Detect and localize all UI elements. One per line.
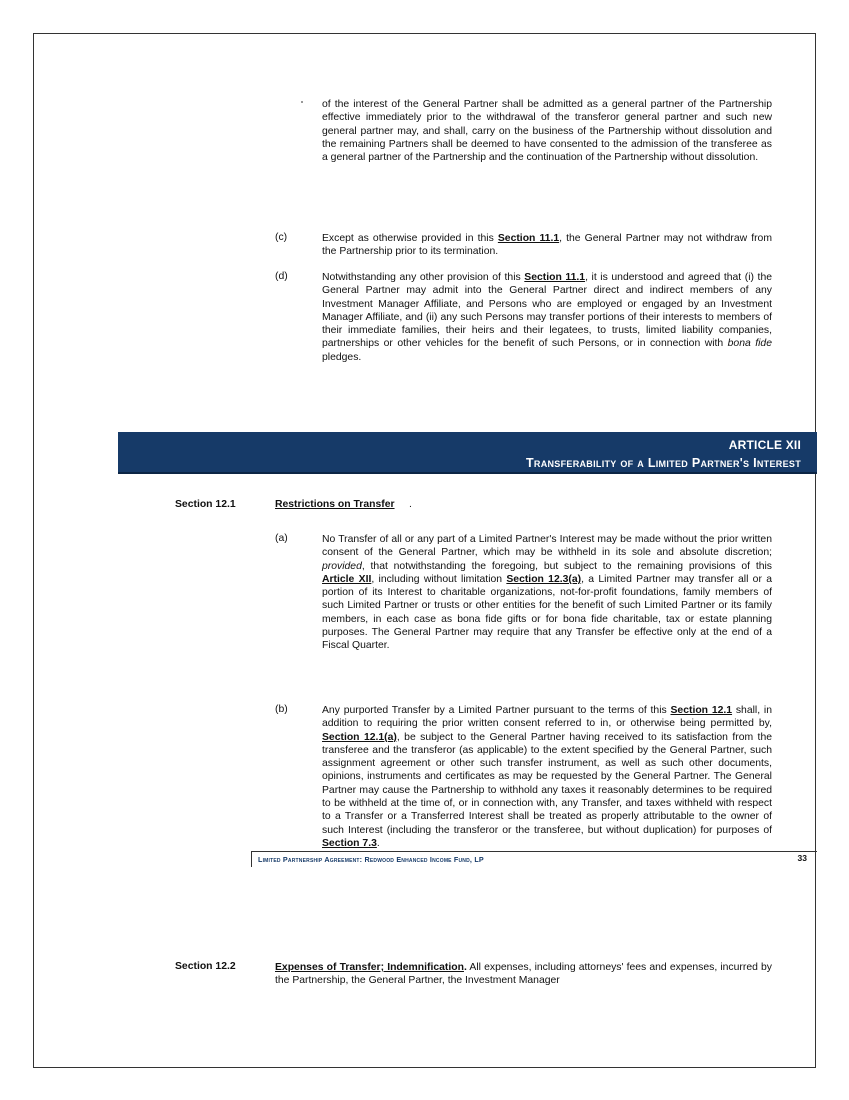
section-12-1-heading-period: . <box>409 499 412 510</box>
section-12-2-text: Expenses of Transfer; Indemnification. All expenses, including attorneys' fees and expenses, incurred by the Partnership, the General Partner, the Investment Manager <box>275 962 772 987</box>
article-number: ARTICLE XII <box>728 438 801 452</box>
para-12-1-b-label: (b) <box>275 704 288 715</box>
section-12-1-ref[interactable]: Section 12.1 <box>670 705 733 716</box>
section-12-2-label: Section 12.2 <box>175 961 236 972</box>
intro-continuation-paragraph: of the interest of the General Partner shall be admitted as a general partner of the Partnership effective immediately prior to the withdrawal of the transferor general partner and such new general partner may, and shall, carry on the business of the Partnership without dissolution and the remaining Partners shall be deemed to have consented to the admission of the transferee as a general partner of the Partnership and the continuation of the Partnership without dissolution. <box>322 99 772 164</box>
section-11-1-ref[interactable]: Section 11.1 <box>497 233 560 244</box>
document-page <box>33 33 816 1068</box>
section-11-1-ref[interactable]: Section 11.1 <box>524 272 586 283</box>
para-c-text: Except as otherwise provided in this Section 11.1, the General Partner may not withdraw from the Partnership prior to its termination. <box>322 233 772 258</box>
article-banner <box>118 432 817 474</box>
para-d-label: (d) <box>275 271 288 282</box>
section-12-1-heading: Restrictions on Transfer <box>275 499 395 510</box>
section-7-3-ref[interactable]: Section 7.3 <box>322 837 377 849</box>
page-number: 33 <box>797 853 807 863</box>
section-12-1-label: Section 12.1 <box>175 499 236 510</box>
footer-title: Limited Partnership Agreement: Redwood Enhanced Income Fund, LP <box>258 855 484 864</box>
article-title: Transferability of a Limited Partner's Interest <box>525 456 801 470</box>
para-12-1-a-label: (a) <box>275 533 288 544</box>
section-12-2-heading: Expenses of Transfer; Indemnification <box>275 962 464 973</box>
para-12-1-b-text: Any purported Transfer by a Limited Partner pursuant to the terms of this Section 12.1 shall, in addition to requiring the prior written consent referred to in, or otherwise being permitted by, Section 12.1(a), be subject to the General Partner having received to its satisfaction from the transferee and the transferor (as applicable) to the extent specified by the General Partner, such assignment agreement or other such transfer instrument, as well as such other documents, opinions, instruments and certificates as may be requested by the General Partner. The General Partner may cause the Partnership to withhold any taxes it reasonably determines to be required to be withheld at the time of, or in connection with, any Transfer, and taxes withheld with respect to a Transfer or a Transferred Interest shall be treated as properly attributable to the owner of such Interest (including the transferor or the transferee, but without duplication) for purposes of Section 7.3. <box>322 705 772 849</box>
para-12-1-a-text: No Transfer of all or any part of a Limited Partner's Interest may be made without the prior written consent of the General Partner, which may be withheld in its sole and absolute discretion; provided, that notwithstanding the foregoing, but subject to the remaining provisions of this Article XII, including without limitation Section 12.3(a), a Limited Partner may transfer all or a portion of its Interest to charitable organizations, not-for-profit foundations, family members of such Limited Partner or trusts or other entities for the benefit of such Limited Partner or its family members, in each case as bona fide gifts or for bona fide charitable, tax or estate planning purposes. The General Partner may require that any Transfer be effective only at the end of a Fiscal Quarter. <box>322 534 772 652</box>
section-12-3a-ref[interactable]: Section 12.3(a) <box>506 573 582 585</box>
para-d-text: Notwithstanding any other provision of this Section 11.1, it is understood and agreed that (i) the General Partner may admit into the General Partner direct and indirect members of any Investment Manager Affiliate, and Persons who are employed or engaged by an Investment Manager Affiliate, and (ii) any such Persons may transfer portions of their interests to members of their immediate families, their heirs and their legatees, to trusts, limited liability companies, partnerships or other vehicles for the benefit of such Persons, or in connection with bona fide pledges. <box>322 272 772 363</box>
section-12-1a-ref[interactable]: Section 12.1(a) <box>322 731 397 743</box>
page-footer <box>251 851 817 867</box>
article-xii-ref[interactable]: Article XII <box>322 573 372 585</box>
stray-mark <box>301 101 303 103</box>
para-c-label: (c) <box>275 232 288 243</box>
